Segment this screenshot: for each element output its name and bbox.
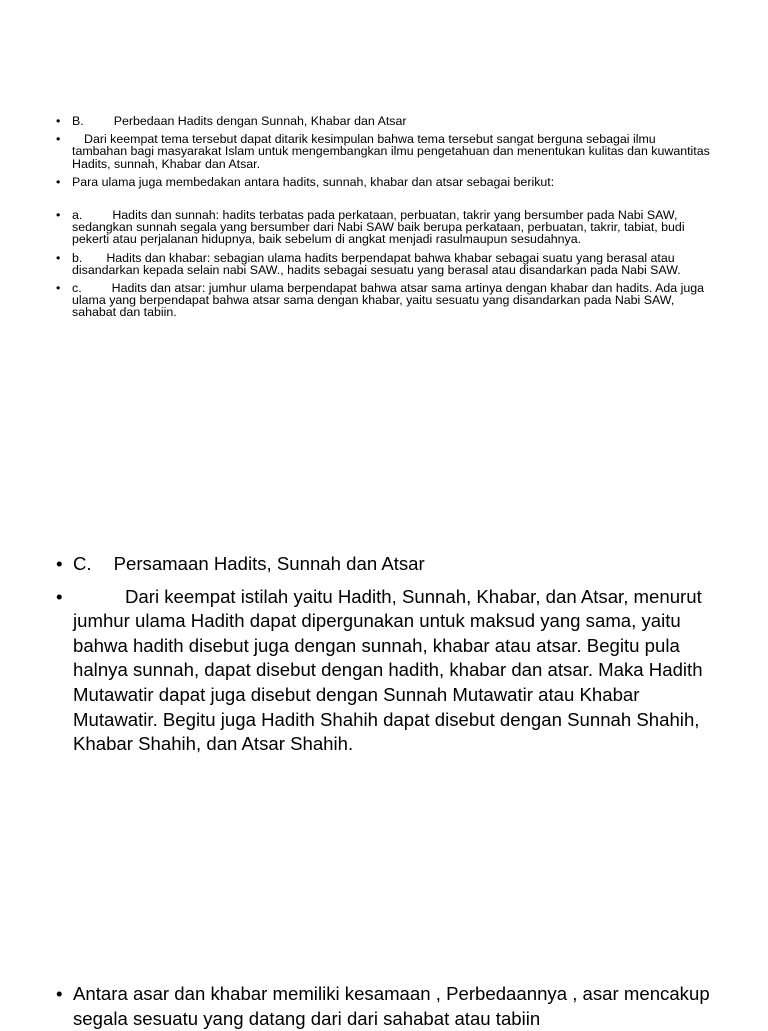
slide-1-bullet-list: [56, 115, 710, 325]
item-text: Hadits dan sunnah: hadits terbatas pada perkataan, perbuatan, takrir yang bersumber pada Nabi SAW, sedangkan sunnah segala yang bersumber dari Nabi SAW baik berupa perkataan, perbuatan, takrir, tabiat, budi pekerti atau perjalanan hidupnya, baik sebelum di angkat menjadi rasulmaupun sesudahnya.: [72, 208, 685, 247]
list-item: [56, 585, 716, 757]
slide-2-bullet-list: [56, 552, 716, 765]
item-text: Hadits dan khabar: sebagian ulama hadits berpendapat bahwa khabar sebagai suatu yang berasal atau disandarkan kepada selain nabi SAW., hadits sebagai sesuatu yang berasal atau disandarkan pada Nabi SAW.: [72, 250, 681, 277]
item-marker: C.: [73, 553, 92, 574]
list-item: [56, 115, 710, 127]
list-item: [56, 282, 710, 319]
list-item: [56, 252, 710, 276]
item-marker: c.: [72, 281, 82, 296]
slide-2: [0, 512, 768, 1024]
item-marker: b.: [72, 250, 83, 265]
list-item: [56, 552, 716, 577]
list-item: [56, 176, 710, 188]
item-text: Perbedaan Hadits dengan Sunnah, Khabar dan Atsar: [113, 114, 407, 128]
slide-1: [0, 0, 768, 512]
item-text: Dari keempat istilah yaitu Hadith, Sunnah, Khabar, dan Atsar, menurut jumhur ulama Hadith dapat dipergunakan untuk maksud yang sama, yaitu bahwa hadith disebut juga dengan sunnah, khabar atau atsar. Begitu pula halnya sunnah, dapat disebut dengan hadith, khabar dan atsar. Maka Hadith Mutawatir dapat juga disebut dengan Sunnah Mutawatir atau Khabar Mutawatir. Begitu juga Hadith Shahih dapat disebut dengan Sunnah Shahih, Khabar Shahih, dan Atsar Shahih.: [73, 585, 703, 755]
item-text: Hadits dan atsar: jumhur ulama berpendapat bahwa atsar sama artinya dengan khabar dan hadits. Ada juga ulama yang berpendapat bahwa atsar sama dengan khabar, yaitu sesuatu yang disandarkan pada Nabi SAW, sahabat dan tabiin.: [72, 281, 705, 320]
item-text: Antara asar dan khabar memiliki kesamaan , Perbedaannya , asar mencakup segala sesuatu yang datang dari dari sahabat atau tabiin: [73, 983, 710, 1029]
list-item: [56, 133, 710, 170]
item-text: Persamaan Hadits, Sunnah dan Atsar: [113, 553, 425, 574]
item-marker: B.: [72, 114, 84, 128]
item-text: Dari keempat tema tersebut dapat ditarik kesimpulan bahwa tema tersebut sangat berguna sebagai ilmu tambahan bagi masyarakat Islam untuk mengembangkan ilmu pengetahuan dan menentukan kulitas dan kuwantitas Hadits, sunnah, Khabar dan Atsar.: [72, 132, 710, 171]
list-item: [56, 209, 710, 246]
item-marker: a.: [72, 208, 83, 223]
item-text: Para ulama juga membedakan antara hadits, sunnah, khabar dan atsar sebagai berikut:: [72, 174, 555, 189]
